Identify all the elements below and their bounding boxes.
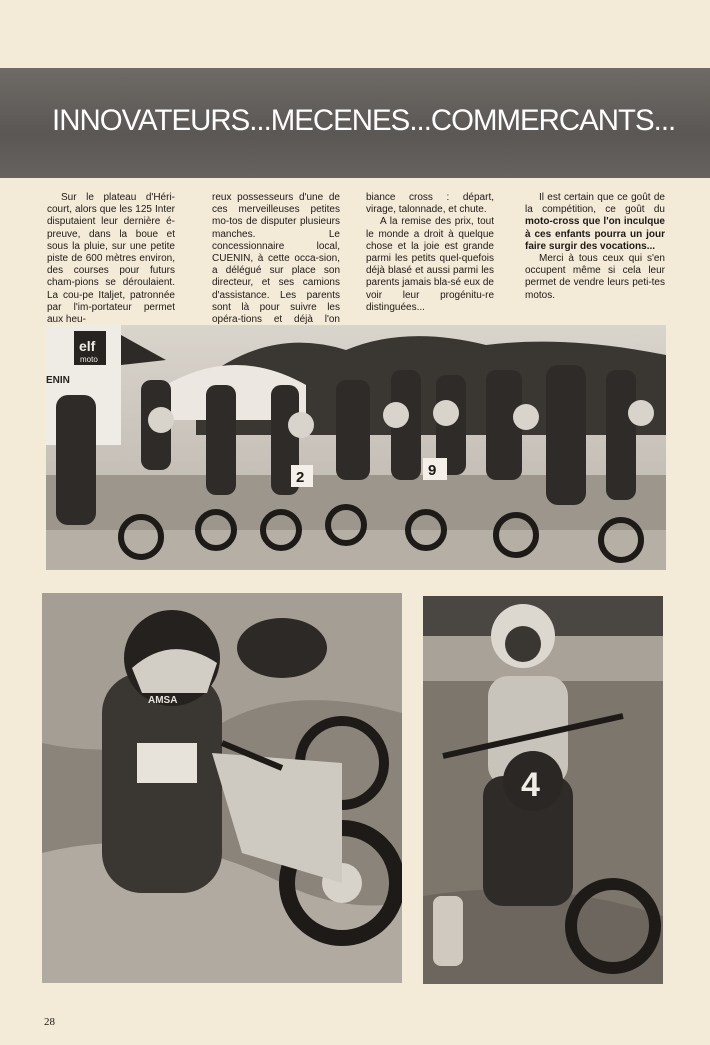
column-4-bold: moto-cross que l'on inculque à ces enfants pourra un jour faire surgir des vocations... [525,216,665,252]
text-column-2 [212,192,340,338]
group-photo [46,325,666,570]
text-column-1 [47,192,175,326]
rider-fall-photo [42,593,402,983]
column-2-text: reux possesseurs d'une de ces merveilleuses petites mo-tos de disputer plusieurs manches. Le concessionnaire local, CUENIN, à cette occa-sion, a délégué sur place son directeur, et ses camions d'assistance. Les parents sont là pour suivre les opéra-tions et déjà l'on [212,192,340,326]
elf-sign: elf [79,338,96,354]
rider-fall-image [42,593,402,983]
article-title: INNOVATEURS...MECENES...COMMERCANTS... [52,104,676,137]
rider-number-4-image [423,596,663,984]
moto-sign: moto [80,355,98,364]
column-4-outro: Merci à tous ceux qui s'en occupent même si cela leur permet de vendre leurs peti-tes motos. [525,253,665,301]
helmet-tag: AMSA [148,695,178,706]
group-photo-image [46,325,666,570]
text-column-4 [525,192,665,302]
title-banner [0,68,710,178]
column-3-text-b: A la remise des prix, tout le monde a droit à quelque chose et la joie est grande parmi les petits quel-quefois déjà blasé et aussi parmi les parents jamais bla-sé eux de voir leur progénitu-re distinguées... [366,216,494,313]
cuenin-sign: ENIN [46,375,70,386]
column-3-text-a: biance cross : départ, virage, talonnade, et chute. [366,192,494,216]
plate-number-2: 2 [296,469,305,486]
column-4-intro: Il est certain que ce goût de la compétition, ce goût du moto-cross que l'on inculque à ces enfants pourra un jour faire surgir des vocations... [525,192,665,252]
plate-number-9: 9 [428,462,437,479]
text-column-3 [366,192,494,314]
rider-number-4-photo [423,596,663,984]
column-1-text: Sur le plateau d'Héri-court, alors que les 125 Inter disputaient leur dernière é-preuve, dans la boue et sous la pluie, sur une petite piste de 600 mètres environ, des courses pour futurs cham-pions se déroulaient. La cou-pe Italjet, patronnée par l'im-portateur permet aux heu- [47,192,175,326]
page-number: 28 [44,1016,55,1028]
plate-number-4: 4 [521,766,540,804]
